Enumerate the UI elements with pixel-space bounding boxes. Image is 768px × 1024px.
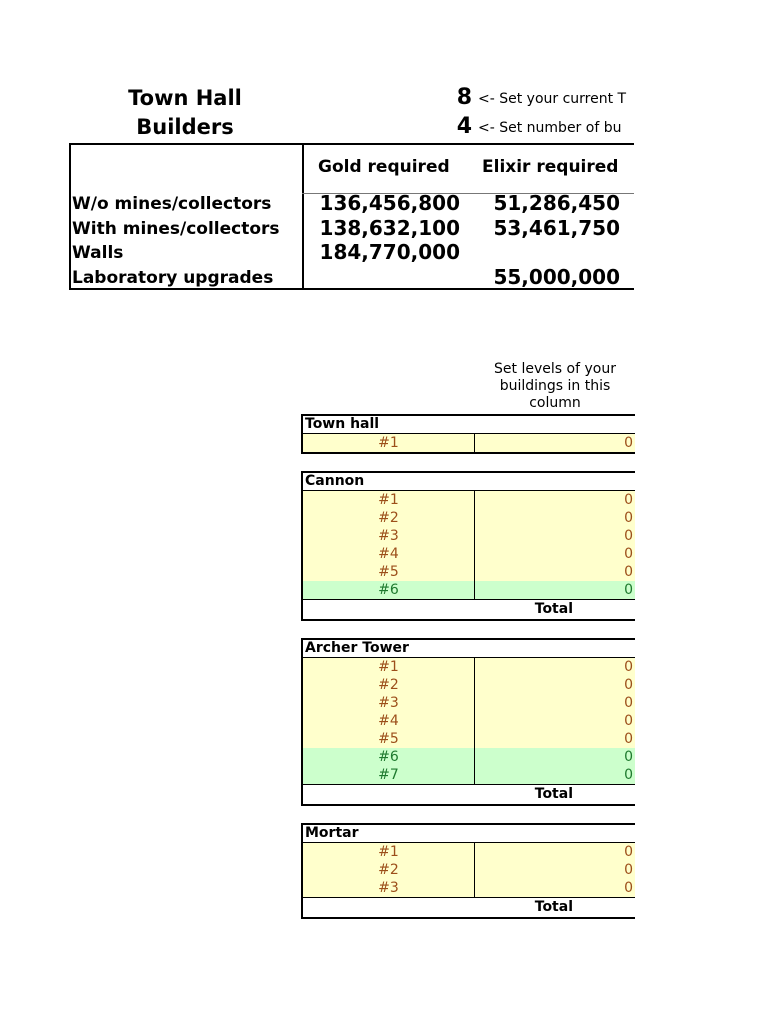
section-title: Town hall bbox=[303, 416, 635, 434]
building-number: #2 bbox=[303, 676, 475, 694]
total-row bbox=[303, 897, 635, 917]
level-input[interactable]: 0 bbox=[624, 677, 633, 693]
column-divider bbox=[302, 145, 304, 288]
building-row[interactable] bbox=[303, 861, 635, 879]
level-input[interactable]: 0 bbox=[624, 695, 633, 711]
building-number: #3 bbox=[303, 879, 475, 897]
building-number: #6 bbox=[303, 748, 475, 766]
builders-input[interactable]: 4 bbox=[456, 114, 472, 139]
builders-label: Builders bbox=[136, 115, 234, 139]
level-input[interactable]: 0 bbox=[624, 731, 633, 747]
building-row[interactable] bbox=[303, 843, 635, 861]
level-input[interactable]: 0 bbox=[624, 767, 633, 783]
summary-row-label: Walls bbox=[72, 243, 124, 263]
building-row[interactable] bbox=[303, 658, 635, 676]
building-row[interactable] bbox=[303, 509, 635, 527]
section-title: Cannon bbox=[303, 473, 635, 491]
building-number: #2 bbox=[303, 861, 475, 879]
cannon-section bbox=[301, 471, 635, 621]
town-hall-label: Town Hall bbox=[128, 86, 242, 110]
summary-row-label: Laboratory upgrades bbox=[72, 268, 274, 288]
elixir-value: 51,286,450 bbox=[493, 191, 620, 215]
building-row[interactable] bbox=[303, 581, 635, 599]
level-input[interactable]: 0 bbox=[624, 862, 633, 878]
level-input[interactable]: 0 bbox=[624, 844, 633, 860]
building-row[interactable] bbox=[303, 563, 635, 581]
mortar-section bbox=[301, 823, 635, 919]
building-number: #1 bbox=[303, 843, 475, 861]
total-row bbox=[303, 784, 635, 804]
building-number: #4 bbox=[303, 545, 475, 563]
building-number: #6 bbox=[303, 581, 475, 599]
building-number: #2 bbox=[303, 509, 475, 527]
building-row[interactable] bbox=[303, 766, 635, 784]
building-row[interactable] bbox=[303, 748, 635, 766]
gold-value: 184,770,000 bbox=[319, 240, 460, 264]
building-row[interactable] bbox=[303, 879, 635, 897]
building-row[interactable] bbox=[303, 491, 635, 509]
level-input[interactable]: 0 bbox=[624, 713, 633, 729]
level-input[interactable]: 0 bbox=[624, 510, 633, 526]
level-input[interactable]: 0 bbox=[624, 435, 633, 451]
total-label: Total bbox=[534, 601, 573, 617]
elixir-value: 53,461,750 bbox=[493, 216, 620, 240]
total-row bbox=[303, 599, 635, 619]
building-number: #3 bbox=[303, 694, 475, 712]
total-label: Total bbox=[534, 899, 573, 915]
elixir-value: 55,000,000 bbox=[493, 265, 620, 289]
building-number: #1 bbox=[303, 491, 475, 509]
town-hall-section bbox=[301, 414, 635, 454]
level-input[interactable]: 0 bbox=[624, 546, 633, 562]
level-input[interactable]: 0 bbox=[624, 564, 633, 580]
gold-required-header: Gold required bbox=[318, 157, 450, 177]
building-row[interactable] bbox=[303, 527, 635, 545]
summary-row-label: With mines/collectors bbox=[72, 219, 280, 239]
town-hall-note: <- Set your current T bbox=[478, 91, 627, 107]
building-number: #3 bbox=[303, 527, 475, 545]
building-number: #4 bbox=[303, 712, 475, 730]
level-input[interactable]: 0 bbox=[624, 528, 633, 544]
town-hall-input[interactable]: 8 bbox=[456, 85, 472, 110]
total-label: Total bbox=[534, 786, 573, 802]
building-row[interactable] bbox=[303, 694, 635, 712]
building-number: #1 bbox=[303, 658, 475, 676]
building-row[interactable] bbox=[303, 676, 635, 694]
building-number: #7 bbox=[303, 766, 475, 784]
gold-value: 136,456,800 bbox=[319, 191, 460, 215]
building-row[interactable] bbox=[303, 712, 635, 730]
summary-row-label: W/o mines/collectors bbox=[72, 194, 272, 214]
building-number: #5 bbox=[303, 730, 475, 748]
building-number: #5 bbox=[303, 563, 475, 581]
building-row[interactable] bbox=[303, 434, 635, 452]
builders-note: <- Set number of bu bbox=[478, 120, 622, 136]
section-title: Mortar bbox=[303, 825, 635, 843]
archer-tower-section bbox=[301, 638, 635, 806]
level-input[interactable]: 0 bbox=[624, 492, 633, 508]
levels-note: Set levels of your buildings in this column bbox=[494, 361, 616, 411]
level-input[interactable]: 0 bbox=[624, 659, 633, 675]
building-row[interactable] bbox=[303, 545, 635, 563]
level-input[interactable]: 0 bbox=[624, 880, 633, 896]
level-input[interactable]: 0 bbox=[624, 749, 633, 765]
building-number: #1 bbox=[303, 434, 475, 452]
elixir-required-header: Elixir required bbox=[482, 157, 619, 177]
building-row[interactable] bbox=[303, 730, 635, 748]
section-title: Archer Tower bbox=[303, 640, 635, 658]
gold-value: 138,632,100 bbox=[319, 216, 460, 240]
level-input[interactable]: 0 bbox=[624, 582, 633, 598]
